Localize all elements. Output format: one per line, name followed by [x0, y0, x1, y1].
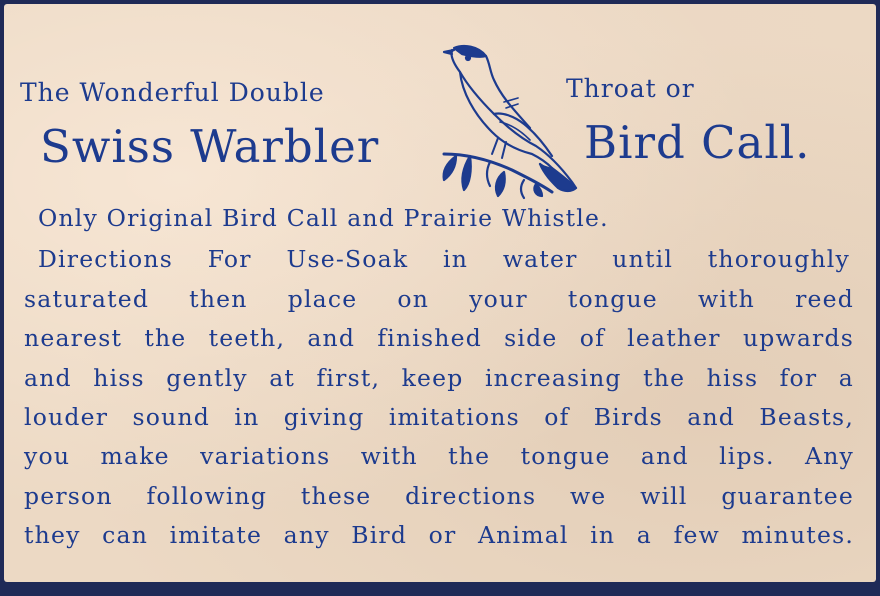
body-line-6: louder sound in giving imitations of Birds and Beasts, [24, 403, 854, 431]
heading-line-right: Throat or [566, 74, 695, 103]
body-line-2: Directions For Use-Soak in water until thoroughly [38, 245, 850, 273]
title-left: Swiss Warbler [40, 120, 380, 173]
bird-on-branch-icon [440, 42, 590, 200]
body-line-1: Only Original Bird Call and Prairie Whistle. [38, 204, 609, 232]
body-line-8: person following these directions we will guarantee [24, 482, 854, 510]
heading-line-left: The Wonderful Double [20, 78, 325, 107]
body-line-4: nearest the teeth, and finished side of leather upwards [24, 324, 854, 352]
title-right: Bird Call. [584, 116, 811, 169]
body-line-9: they can imitate any Bird or Animal in a few minutes. [24, 521, 854, 549]
instruction-card [4, 4, 876, 582]
body-line-7: you make variations with the tongue and lips. Any [24, 442, 854, 470]
body-line-3: saturated then place on your tongue with reed [24, 285, 854, 313]
body-line-5: and hiss gently at first, keep increasing the hiss for a [24, 364, 854, 392]
